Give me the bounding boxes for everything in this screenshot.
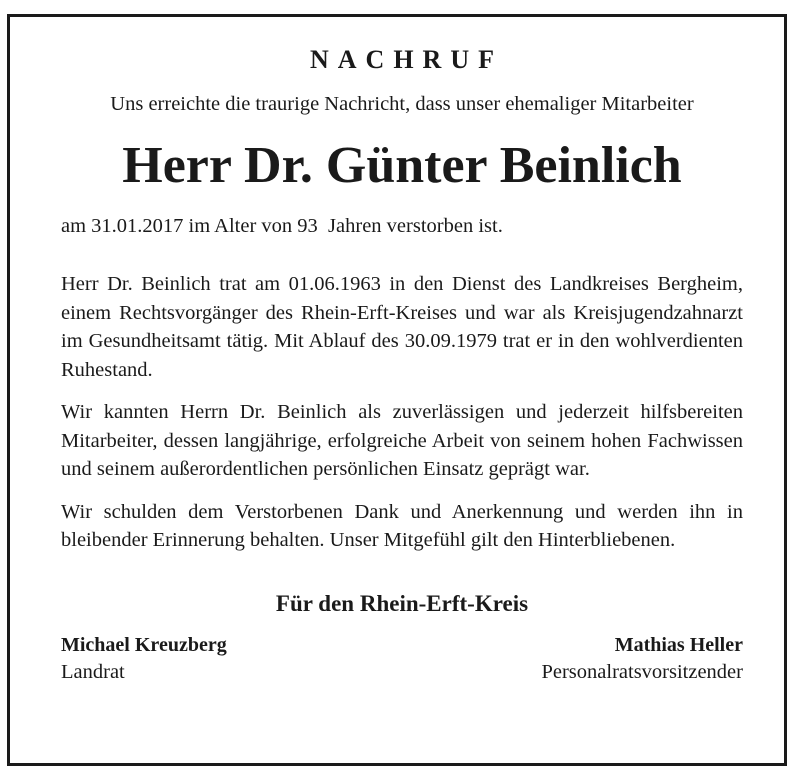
signatory-right xyxy=(541,632,743,686)
signatory-role: Landrat xyxy=(61,660,125,683)
signatory-name: Michael Kreuzberg xyxy=(61,633,227,656)
intro-line: Uns erreichte die traurige Nachricht, dass unser ehemaliger Mitarbeiter xyxy=(110,93,694,115)
deceased-name: Herr Dr. Günter Beinlich xyxy=(122,137,682,194)
death-date-line: am 31.01.2017 im Alter von 93 Jahren verstorben ist. xyxy=(61,215,503,237)
signatures xyxy=(61,632,743,686)
organization-line: Für den Rhein-Erft-Kreis xyxy=(275,590,529,616)
paragraph-condolence: Wir schulden dem Verstorbenen Dank und Anerkennung und werden ihn in bleibender Erinnerung behalten. Unser Mitgefühl gilt den Hinterbliebenen. xyxy=(61,500,743,551)
notice-heading: NACHRUF xyxy=(310,45,503,74)
paragraph-career: Herr Dr. Beinlich trat am 01.06.1963 in den Dienst des Landkreises Bergheim, einem Rechtsvorgänger des Rhein-Erft-Kreises und war als Kreisjugendzahnarzt im Gesundheitsamt tätig. Mit Ablauf des 30.09.1979 trat er in den wohlverdienten Ruhestand. xyxy=(61,273,743,381)
signatory-role: Personalratsvorsitzender xyxy=(541,660,743,683)
signatory-left xyxy=(61,632,227,686)
obituary-notice xyxy=(61,40,743,686)
signatory-name: Mathias Heller xyxy=(614,633,743,656)
paragraph-tribute: Wir kannten Herrn Dr. Beinlich als zuverlässigen und jederzeit hilfsbereiten Mitarbeiter, dessen langjährige, erfolgreiche Arbeit von seinem hohen Fachwissen und seinem außerordentlichen persönlichen Einsatz geprägt war. xyxy=(61,401,743,480)
